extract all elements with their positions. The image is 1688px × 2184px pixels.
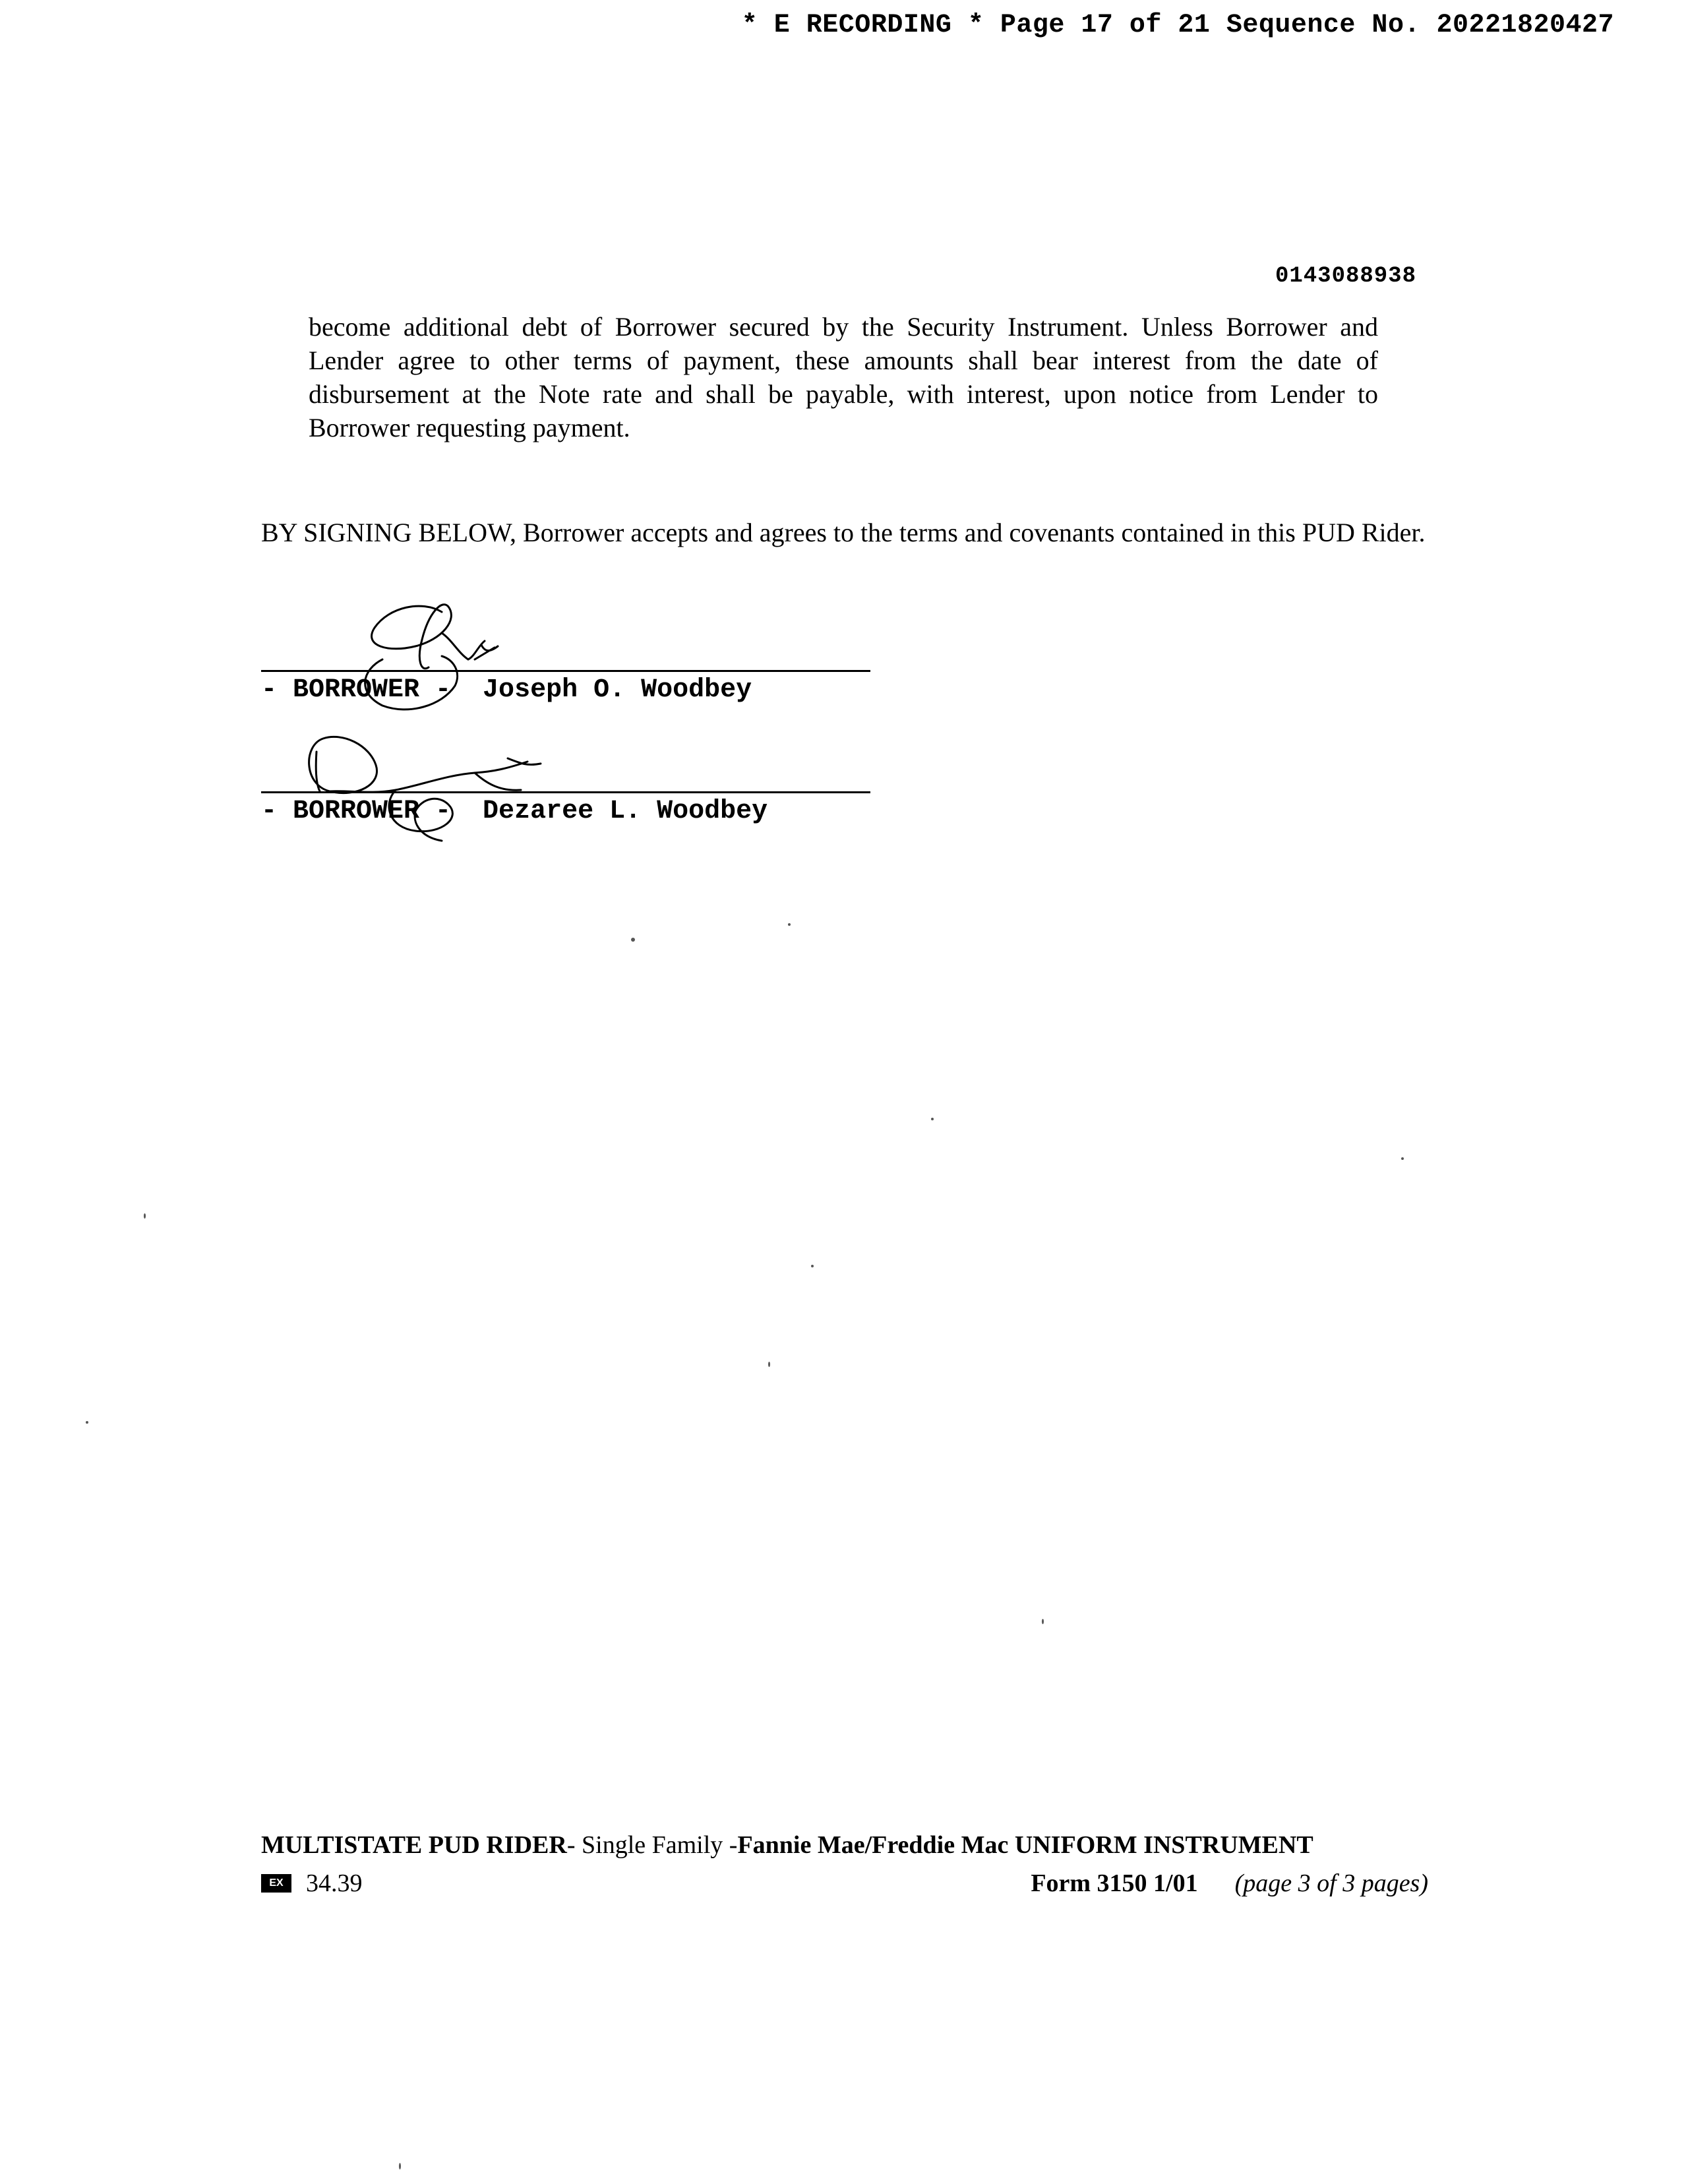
recording-header: * E RECORDING * Page 17 of 21 Sequence No. 20221820427 <box>741 11 1614 40</box>
scan-speck <box>1042 1619 1044 1624</box>
form-number: Form 3150 1/01 <box>1031 1869 1198 1897</box>
signer-caption-1: - BORROWER - Joseph O. Woodbey <box>261 675 752 705</box>
scan-speck <box>768 1362 770 1367</box>
loan-number: 0143088938 <box>1275 264 1416 289</box>
scan-speck <box>86 1421 88 1424</box>
scan-speck <box>788 923 791 926</box>
scan-speck <box>399 2163 401 2169</box>
scan-speck <box>811 1265 814 1267</box>
form-provider-logo: EX <box>261 1874 291 1893</box>
scan-speck <box>144 1213 146 1219</box>
signing-statement: BY SIGNING BELOW, Borrower accepts and agrees to the terms and covenants contained in this PUD Rider. <box>261 518 1426 547</box>
body-paragraph: become additional debt of Borrower secured by the Security Instrument. Unless Borrower and Lender agree to other terms of payment, these amounts shall bear interest from the date of disbursement at the Note rate and shall be payable, with interest, upon notice from Lender to Borrower requesting payment. <box>309 312 1378 442</box>
form-title-part-1: MULTISTATE PUD RIDER <box>261 1831 567 1859</box>
form-title-part-3: Fannie Mae/Freddie Mac UNIFORM INSTRUMENT <box>737 1831 1313 1859</box>
scan-speck <box>631 938 635 942</box>
form-code: 34.39 <box>306 1869 363 1897</box>
scan-speck <box>931 1118 934 1120</box>
form-title-part-2: - Single Family - <box>566 1831 738 1859</box>
form-title <box>261 1831 1313 1860</box>
signature-line-2 <box>261 791 870 793</box>
scan-speck <box>1401 1157 1404 1160</box>
signature-line-1 <box>261 670 870 672</box>
signer-caption-2: - BORROWER - Dezaree L. Woodbey <box>261 797 768 826</box>
form-number-block <box>1031 1869 1428 1898</box>
signature-joseph <box>343 593 528 725</box>
page-info: (page 3 of 3 pages) <box>1234 1869 1428 1897</box>
form-info <box>261 1869 1428 1898</box>
